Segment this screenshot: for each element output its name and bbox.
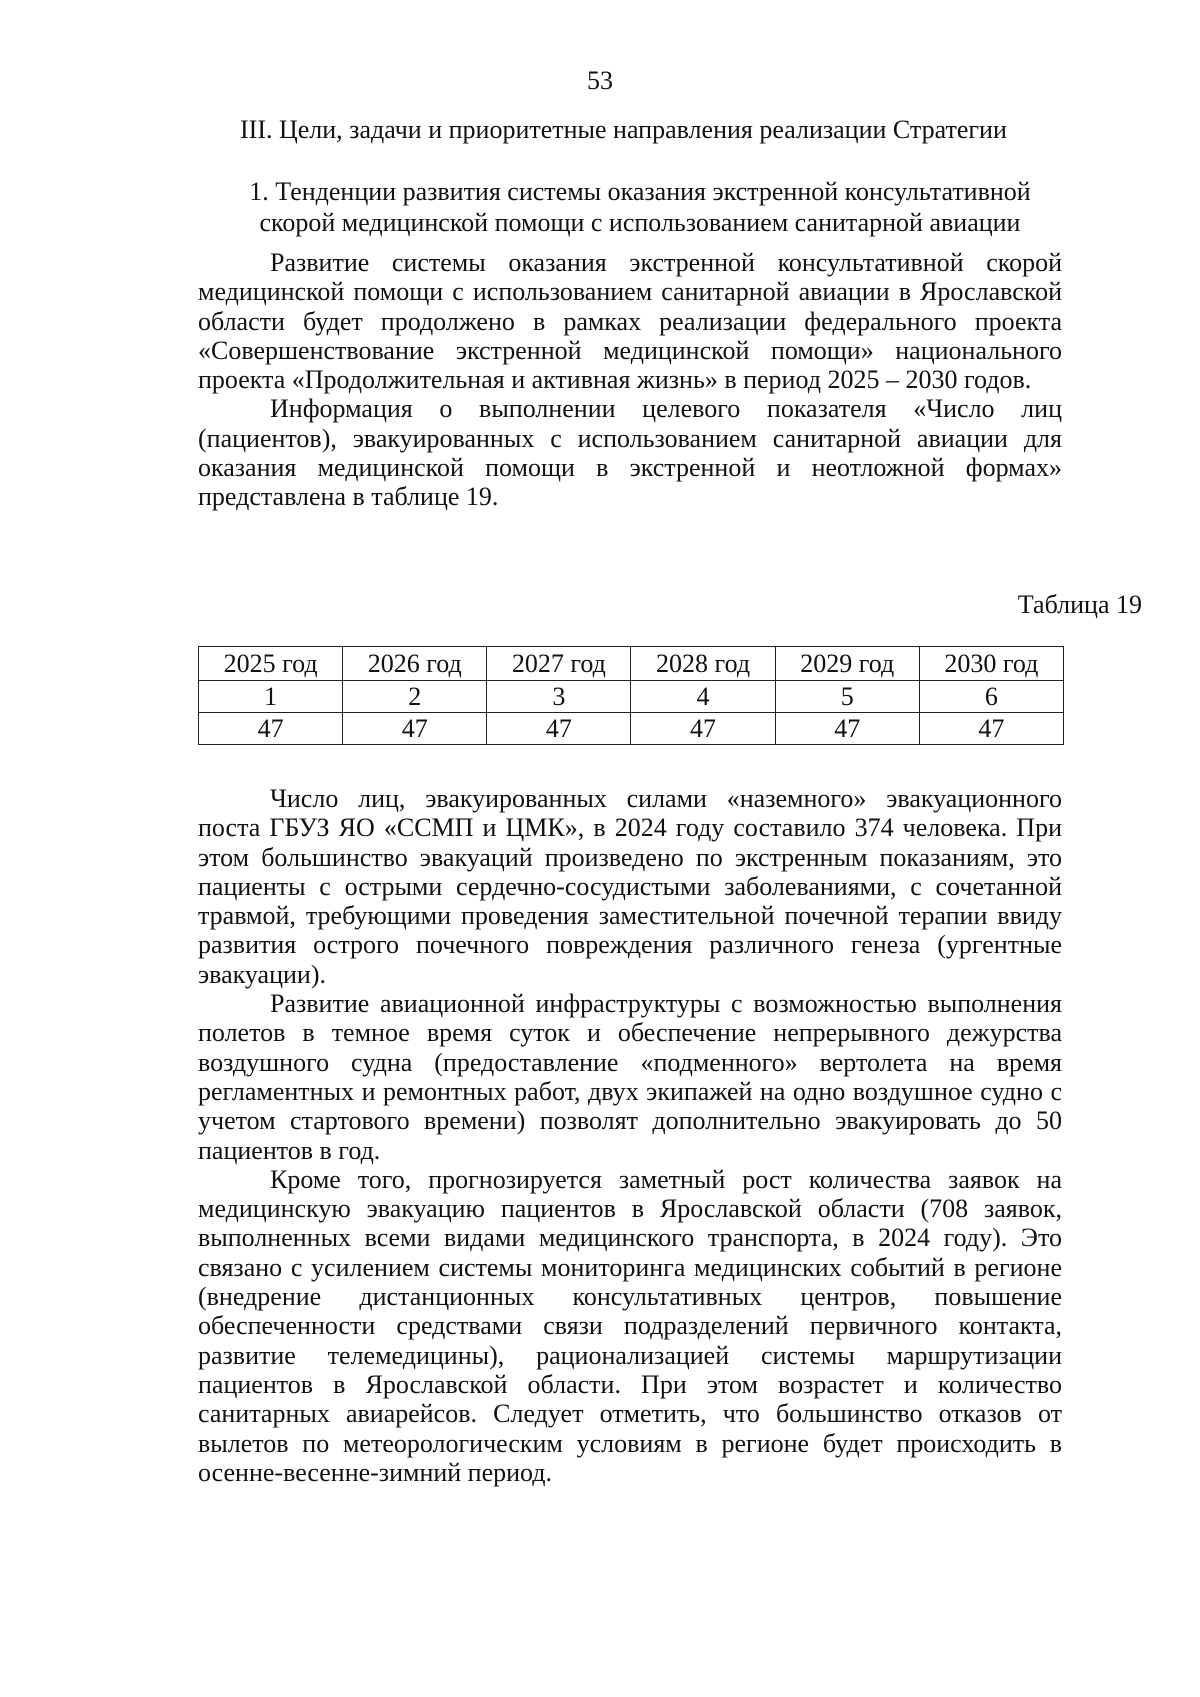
table-value-row [199,713,1064,745]
paragraph-development: Развитие системы оказания экстренной консультативной скорой медицинской помощи с использованием санитарной авиации в Ярославской области будет продолжено в рамках реализации федерального проекта «Совершенствование экстренной медицинской помощи» национального проекта «Продолжительная и активная жизнь» в период 2025 – 2030 годов. [198,248,1062,395]
table-header-cell: 2028 год [631,647,775,681]
table-index-cell: 4 [631,681,775,713]
table-value-cell: 47 [775,713,919,745]
table-value-cell: 47 [199,713,343,745]
table-index-cell: 2 [343,681,487,713]
table-caption: Таблица 19 [1017,590,1142,619]
subsection-heading-line-1: 1. Тенденции развития системы оказания экстренной консультативной [249,177,1031,206]
subsection-heading [200,176,1080,238]
table-header-cell: 2026 год [343,647,487,681]
paragraph-indicator-info: Информация о выполнении целевого показателя «Число лиц (пациентов), эвакуированных с использованием санитарной авиации для оказания медицинской помощи в экстренной и неотложной формах» представлена в таблице 19. [198,394,1062,512]
page-number: 53 [587,66,613,95]
indicator-table [198,646,1064,745]
table-value-cell: 47 [919,713,1063,745]
table-header-row [199,647,1064,681]
paragraph-requests-growth: Кроме того, прогнозируется заметный рост количества заявок на медицинскую эвакуацию пациентов в Ярославской области (708 заявок, выполненных всеми видами медицинского транспорта, в 2024 году). Это связано с усилением системы мониторинга медицинских событий в регионе (внедрение дистанционных консультативных центров, повышение обеспеченности средствами связи подразделений первичного контакта, развитие телемедицины), рационализацией системы маршрутизации пациентов в Ярославской области. При этом возрастет и количество санитарных авиарейсов. Следует отметить, что большинство отказов от вылетов по метеорологическим условиям в регионе будет происходить в осенне-весенне-зимний период. [198,1164,1062,1487]
table-index-cell: 3 [487,681,631,713]
body-text-block [198,784,1062,1487]
table-value-cell: 47 [487,713,631,745]
paragraph-aviation-infrastructure: Развитие авиационной инфраструктуры с возможностью выполнения полетов в темное время суток и обеспечение непрерывного дежурства воздушного судна (предоставление «подменного» вертолета на время регламентных и ремонтных работ, двух экипажей на одно воздушное судно с учетом стартового времени) позволят дополнительно эвакуировать до 50 пациентов в год. [198,989,1062,1165]
table-header-cell: 2027 год [487,647,631,681]
table-index-cell: 1 [199,681,343,713]
table-header-cell: 2029 год [775,647,919,681]
paragraph-ground-evacuation: Число лиц, эвакуированных силами «наземного» эвакуационного поста ГБУЗ ЯО «ССМП и ЦМК», в 2024 году составило 374 человека. При этом большинство эвакуаций произведено по экстренным показаниям, это пациенты с острыми сердечно-сосудистыми заболеваниями, с сочетанной травмой, требующими проведения заместительной почечной терапии ввиду развития острого почечного повреждения различного генеза (ургентные эвакуации). [198,784,1062,989]
table-index-cell: 6 [919,681,1063,713]
table-header-cell: 2030 год [919,647,1063,681]
table-index-cell: 5 [775,681,919,713]
subsection-heading-line-2: скорой медицинской помощи с использованием санитарной авиации [259,208,1021,237]
table-index-row [199,681,1064,713]
table-value-cell: 47 [631,713,775,745]
table-value-cell: 47 [343,713,487,745]
intro-text-block [198,248,1062,512]
section-heading: III. Цели, задачи и приоритетные направления реализации Стратегии [240,115,1007,144]
table-header-cell: 2025 год [199,647,343,681]
